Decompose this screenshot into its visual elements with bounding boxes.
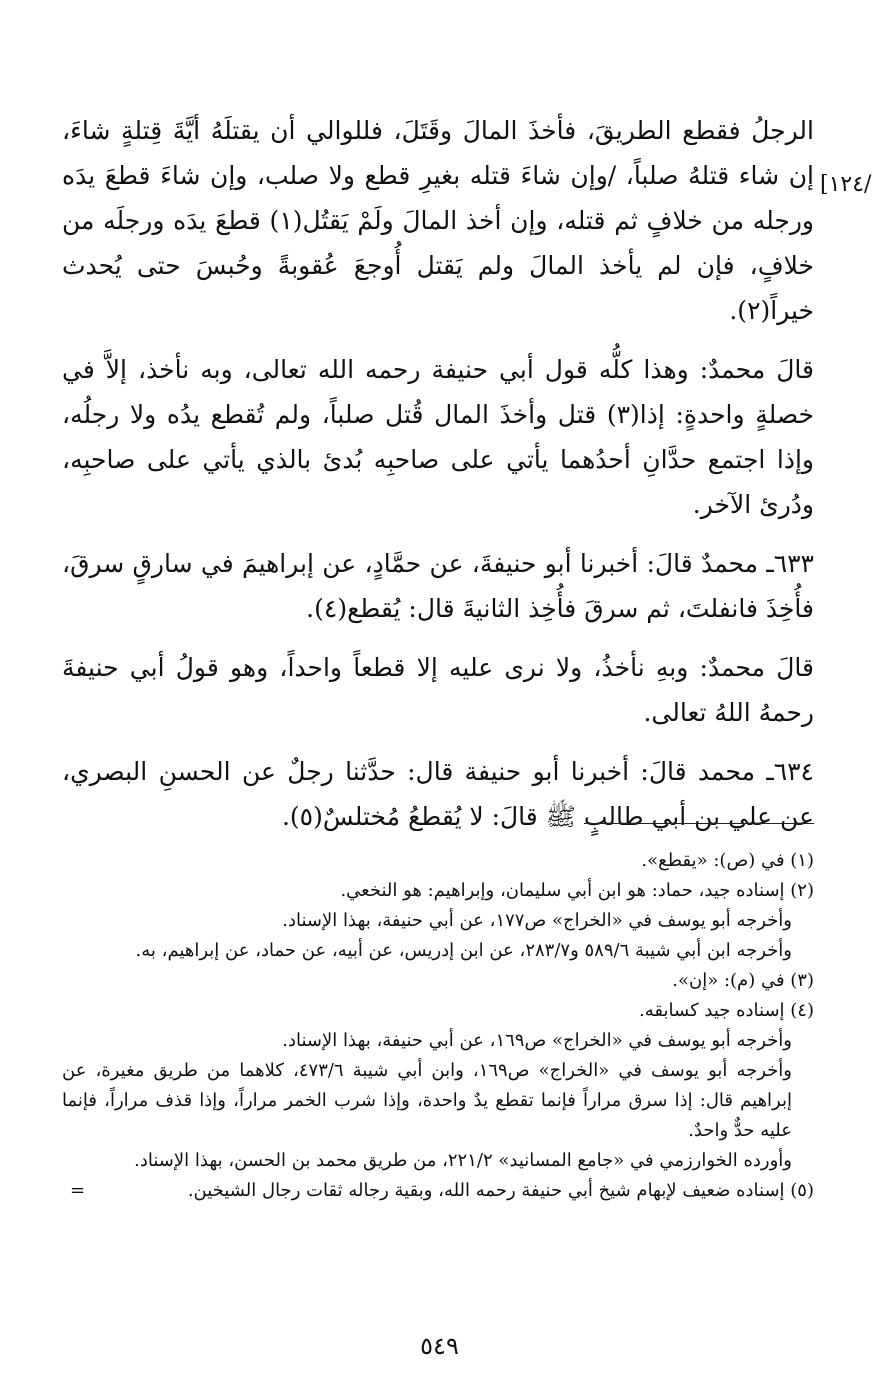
continuation-mark: =	[70, 1180, 86, 1201]
page-number: ٥٤٩	[420, 1332, 459, 1360]
footnote: وأخرجه أبو يوسف في «الخراج» ص١٧٧، عن أبي حنيفة، بهذا الإسناد.	[282, 910, 792, 931]
footnote-last	[62, 1176, 814, 1206]
main-text	[62, 108, 814, 853]
paragraph: ٦٣٤ـ محمد قالَ: أخبرنا أبو حنيفة قال: حدَّثنا رجلٌ عن الحسنِ البصري، عن علي بن أبي طالبٍ ﷺ قالَ: لا يُقطعُ مُختلسٌ(٥).	[62, 757, 814, 831]
paragraph: ٦٣٣ـ محمدٌ قالَ: أخبرنا أبو حنيفةَ، عن حمَّادٍ، عن إبراهيمَ في سارقٍ سرقَ، فأُخِذَ فانفلتَ، ثم سرقَ فأُخِذ الثانيةَ قال: يُقطع(٤).	[62, 549, 814, 623]
paragraph: الرجلُ فقطع الطريقَ، فأخذَ المالَ وقَتَلَ، فللوالي أن يقتلَهُ أيَّةَ قِتلةٍ شاءَ، إن شاء قتلهُ صلباً، /وإن شاءَ قتله بغيرِ قطع ولا صلب، وإن شاءَ قطعَ يدَه ورجله من خلافٍ ثم قتله، وإن أخذ المالَ ولَمْ يَقتُل(١) قطعَ يدَه ورجلَه من خلافٍ، فإن لم يأخذ المالَ ولم يَقتل أُوجعَ عُقوبةً وحُبسَ حتى يُحدث خيراً(٢).	[62, 116, 814, 325]
footnote-separator	[584, 823, 814, 824]
footnotes	[62, 846, 814, 1206]
footnote: (٤) إسناده جيد كسابقه.	[639, 1000, 814, 1021]
paragraph: قالَ محمدٌ: وبهِ نأخذُ، ولا نرى عليه إلا قطعاً واحداً، وهو قولُ أبي حنيفةَ رحمهُ اللهُ تعالى.	[62, 653, 814, 727]
footnote: وأخرجه أبو يوسف في «الخراج» ص١٦٩، عن أبي حنيفة، بهذا الإسناد.	[282, 1030, 792, 1051]
margin-reference: [١٢٤/	[820, 172, 872, 197]
footnote: (٣) في (م): «إن».	[672, 970, 814, 991]
footnote: (٢) إسناده جيد، حماد: هو ابن أبي سليمان، وإبراهيم: هو النخعي.	[340, 880, 814, 901]
footnote: وأخرجه أبو يوسف في «الخراج» ص١٦٩، وابن أبي شيبة ٤٧٣/٦، كلاهما من طريق مغيرة، عن إبراهيم قال: إذا سرق مراراً فإنما تقطع يدٌ واحدة، وإذا شرب الخمر مراراً، وإذا قذف مراراً، فإنما عليه حدٌّ واحدٌ.	[62, 1060, 792, 1141]
footnote: (١) في (ص): «يقطع».	[641, 850, 814, 871]
footnote: (٥) إسناده ضعيف لإبهام شيخ أبي حنيفة رحمه الله، وبقية رجاله ثقات رجال الشيخين.	[187, 1180, 814, 1201]
paragraph: قالَ محمدٌ: وهذا كلُّه قول أبي حنيفة رحمه الله تعالى، وبه نأخذ، إلاَّ في خصلةٍ واحدةٍ: إذا(٣) قتل وأخذَ المال قُتل صلباً، ولم تُقطع يدُه ولا رجلُه، وإذا اجتمع حدَّانِ أحدُهما يأتي على صاحبِه بُدئ بالذي يأتي على صاحبِه، ودُرئ الآخر.	[62, 355, 815, 519]
footnote: وأورده الخوارزمي في «جامع المسانيد» ٢٢١/٢، من طريق محمد بن الحسن، بهذا الإسناد.	[134, 1150, 792, 1171]
footnote: وأخرجه ابن أبي شيبة ٥٨٩/٦ و٢٨٣/٧، عن ابن إدريس، عن أبيه، عن حماد، عن إبراهيم، به.	[135, 940, 792, 961]
